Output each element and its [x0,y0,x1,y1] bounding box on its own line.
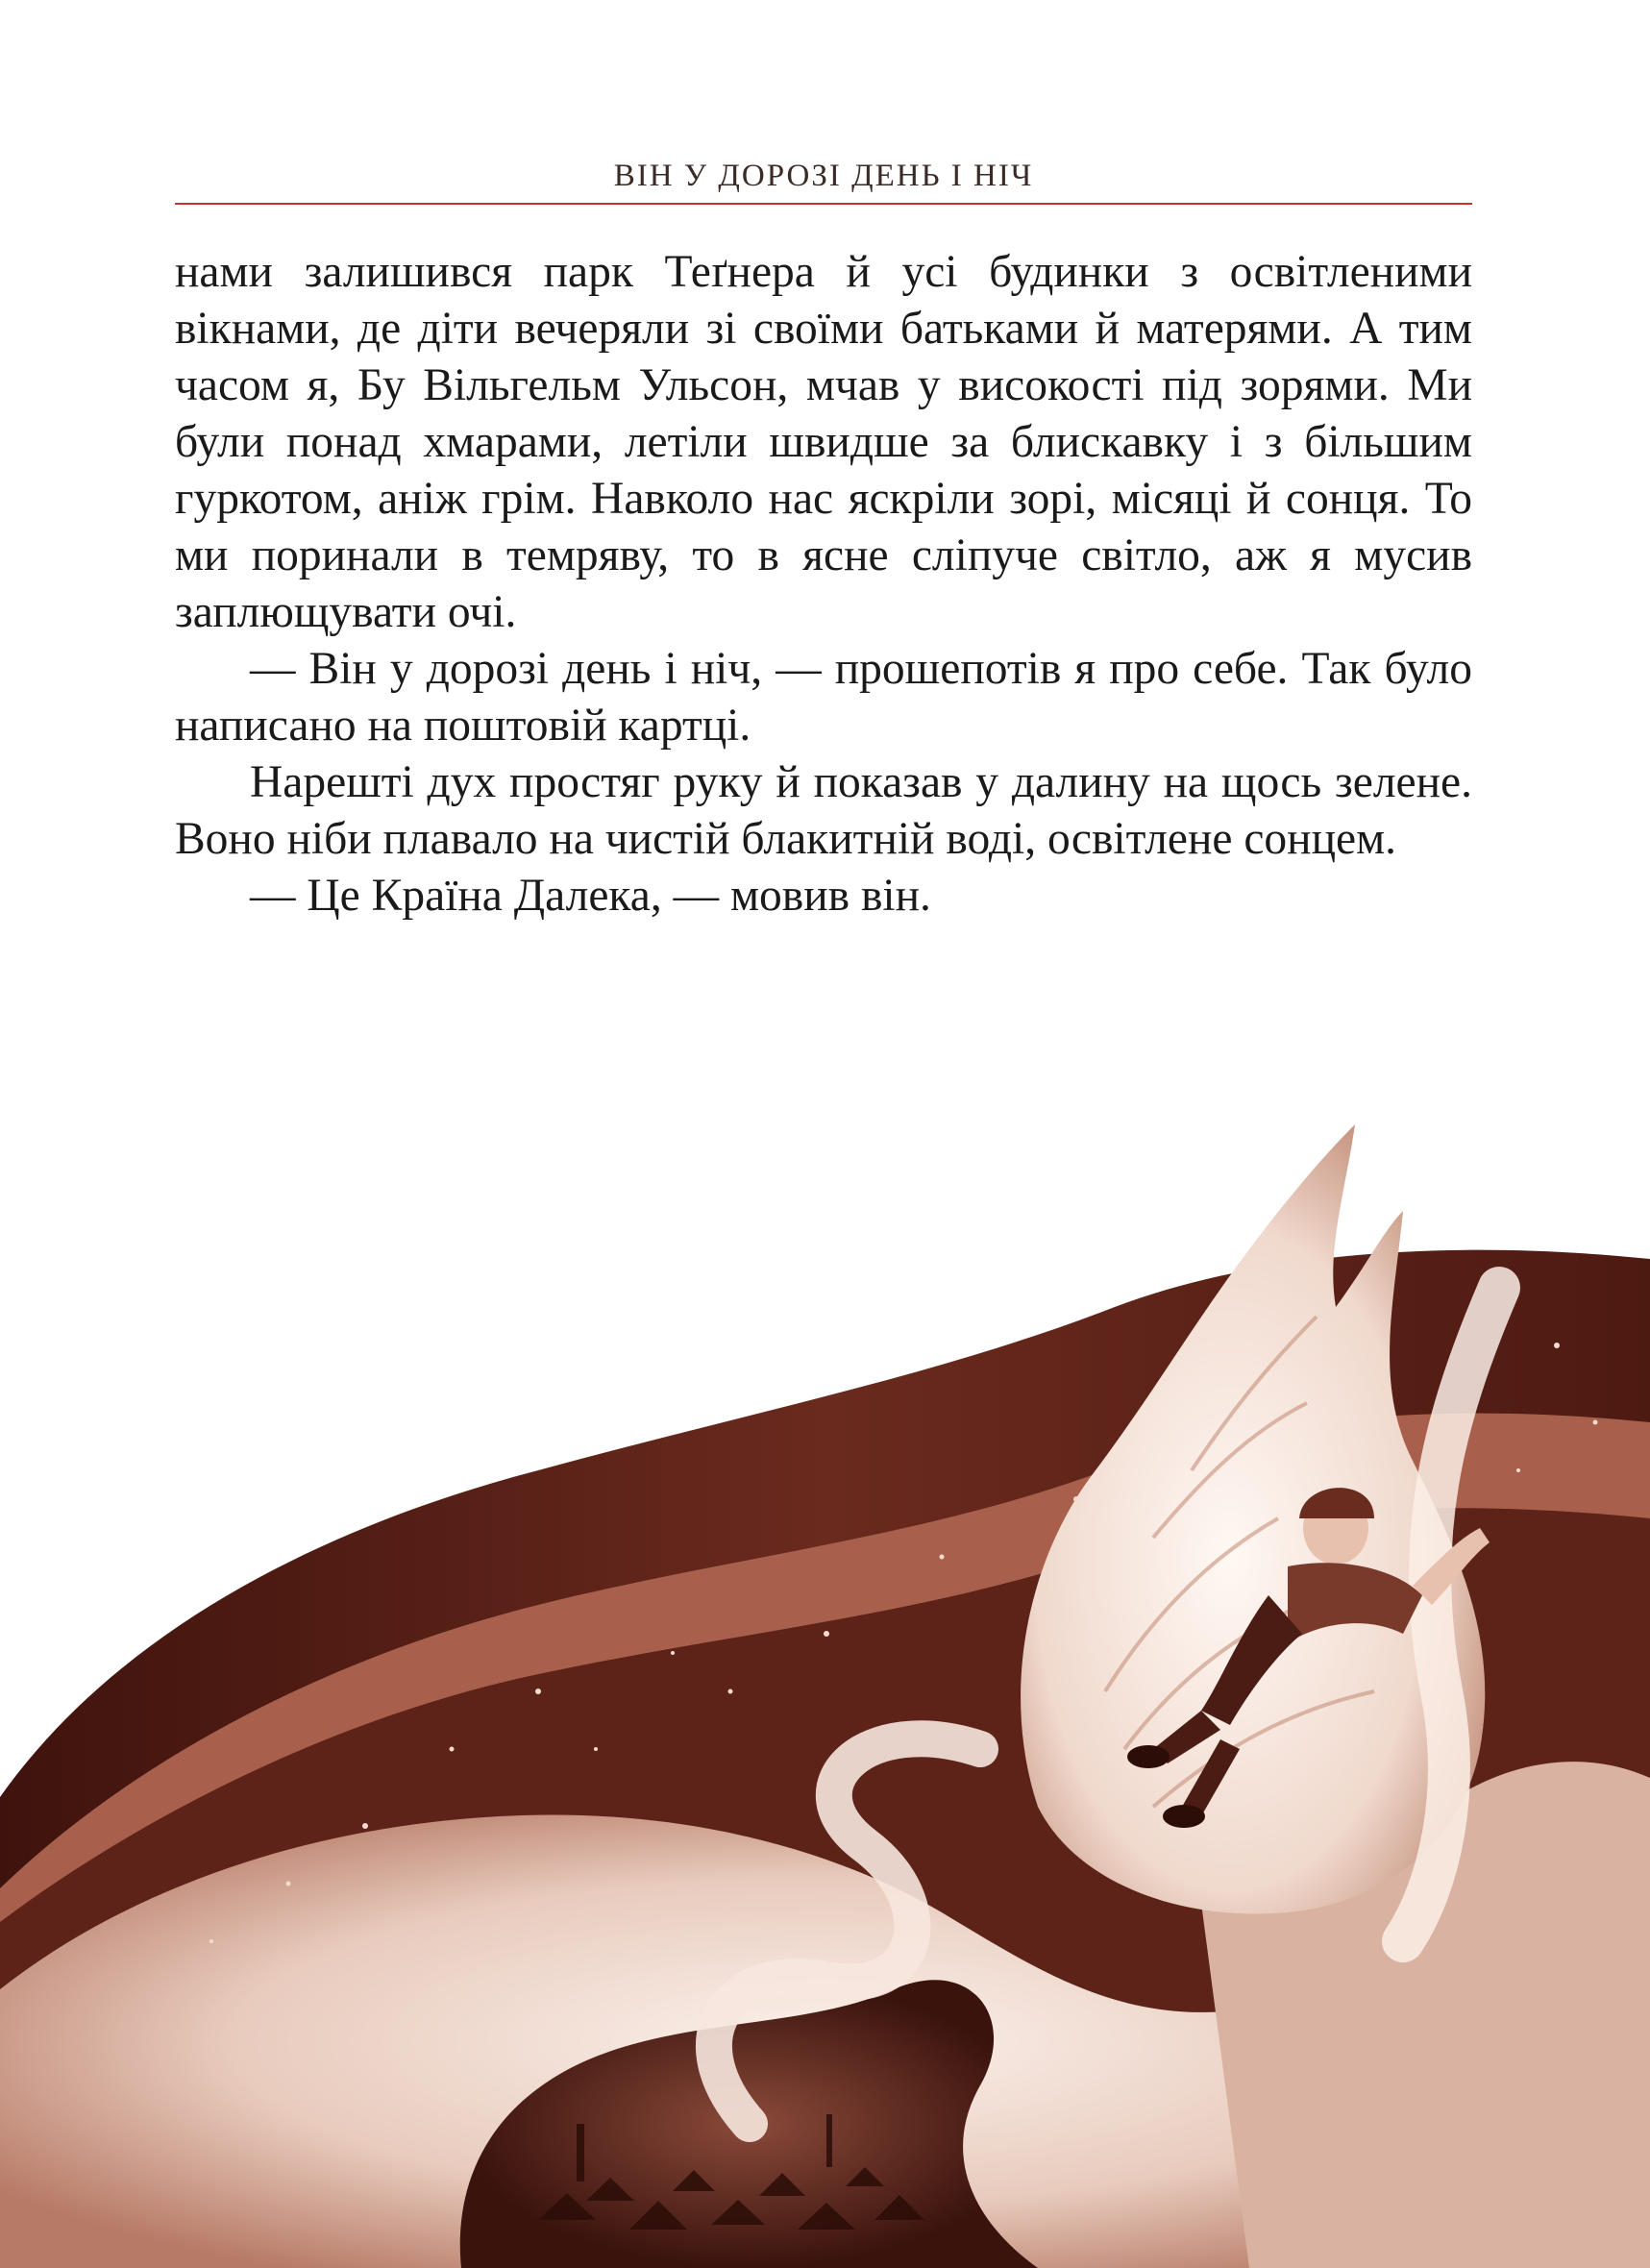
illustration-flying-spirit [0,1019,1650,2268]
running-head: ВІН У ДОРОЗІ ДЕНЬ І НІЧ [613,159,1034,193]
paragraph-4: — Це Країна Далека, — мовив він. [250,871,931,921]
paragraph-1: нами залишився парк Теґнера й усі будинки з освітленими вікнами, де діти вечеряли зі своїми батьками й матерями. А тим часом я, Бу Вільгельм Ульсон, мчав у високості під зорями. Ми були понад хмарами, летіли швидше за блискавку і з більшим гуркотом, аніж грім. Навколо нас яскріли зорі, місяці й сонця. То ми поринали в темряву, то в ясне сліпуче світло, аж я мусив заплющувати очі. [175,247,1472,637]
body-text [175,244,1472,924]
paragraph-3: Нарешті дух простяг руку й показав у далину на щось зелене. Воно ніби плавало на чистій блакитній воді, освітлене сонцем. [175,757,1472,864]
paragraph-2: — Він у дорозі день і ніч, — прошепотів я про себе. Так було написано на поштовій картці. [175,644,1472,751]
header-rule [175,203,1472,205]
